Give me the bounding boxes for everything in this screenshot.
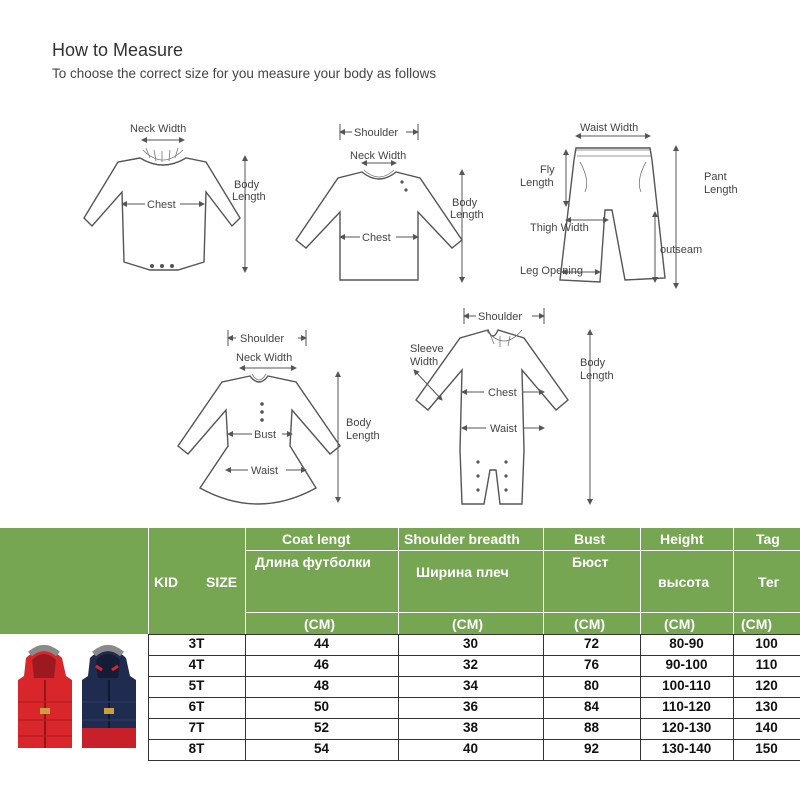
- pants-waist-width-label: Waist Width: [580, 122, 639, 134]
- col-height-en: Height: [660, 531, 704, 547]
- table-row-height: 80-90: [669, 636, 704, 651]
- table-row-tag: 100: [755, 636, 778, 651]
- col-coat-unit: (CM): [304, 616, 336, 632]
- bodysuit-body-length-label: Body: [234, 179, 260, 191]
- table-row-coat: 50: [313, 699, 330, 714]
- table-row-height: 120-130: [661, 720, 712, 735]
- col-shoulder-unit: (CM): [452, 616, 484, 632]
- table-header: [0, 528, 800, 634]
- table-row-tag: 150: [755, 741, 778, 756]
- size-table: [0, 528, 800, 762]
- col-bust-ru: Бюст: [572, 554, 609, 570]
- romper-sleeve-width-label-2: Width: [410, 356, 439, 368]
- bodysuit-chest-label: Chest: [147, 199, 176, 211]
- table-row-shoulder: 36: [462, 699, 479, 714]
- table-row-height: 90-100: [665, 657, 708, 672]
- col-shoulder-en: Shoulder breadth: [404, 531, 520, 547]
- size-label: SIZE: [206, 574, 238, 590]
- pants-fly-length-label-2: Length: [520, 177, 554, 189]
- table-row-coat: 54: [313, 741, 330, 756]
- table-row-bust: 80: [583, 678, 600, 693]
- table-row-size: 5T: [188, 678, 205, 693]
- table-row-height: 100-110: [662, 678, 711, 693]
- dress-waist-label: Waist: [251, 465, 279, 477]
- pants-pant-length-label: Pant: [704, 171, 727, 183]
- romper-body-length-label-2: Length: [580, 370, 614, 382]
- pants-leg-opening-label: Leg Opening: [520, 265, 583, 277]
- pants-thigh-width-label: Thigh Width: [530, 222, 589, 234]
- product-vests-image: [6, 636, 146, 758]
- col-height-ru: высота: [658, 574, 710, 590]
- table-row-coat: 52: [313, 720, 330, 735]
- romper-body-length-label: Body: [580, 357, 606, 369]
- bodysuit-body-length-label-2: Length: [232, 191, 266, 203]
- dress-body-length-label-2: Length: [346, 430, 380, 442]
- pants-pant-length-label-2: Length: [704, 184, 738, 196]
- table-row-coat: 44: [313, 636, 330, 651]
- bodysuit-diagram: [84, 123, 266, 272]
- shirt-body-length-label-2: Length: [450, 209, 484, 221]
- col-coat-en: Coat lengt: [282, 531, 351, 547]
- romper-sleeve-width-label: Sleeve: [410, 343, 444, 355]
- table-row-tag: 130: [755, 699, 778, 714]
- romper-shoulder-label: Shoulder: [478, 311, 523, 323]
- table-row-bust: 88: [583, 720, 600, 735]
- pants-fly-length-label: Fly: [540, 164, 555, 176]
- page-subtitle: To choose the correct size for you measure your body as follows: [52, 66, 437, 81]
- table-row-size: 7T: [188, 720, 205, 735]
- col-tag-en: Tag: [756, 531, 780, 547]
- dress-body-length-label: Body: [346, 417, 372, 429]
- table-row-size: 3T: [188, 636, 205, 651]
- table-row-shoulder: 38: [462, 720, 479, 735]
- table-row-tag: 110: [755, 657, 778, 672]
- col-bust-en: Bust: [574, 531, 606, 547]
- bodysuit-neck-width-label: Neck Width: [130, 123, 187, 135]
- shirt-chest-label: Chest: [362, 232, 391, 244]
- romper-waist-label: Waist: [490, 423, 518, 435]
- dress-shoulder-label: Shoulder: [240, 333, 285, 345]
- table-row-bust: 92: [583, 741, 600, 756]
- col-tag-unit: (CM): [741, 616, 773, 632]
- shirt-diagram: [296, 124, 484, 282]
- table-row-bust: 84: [583, 699, 600, 714]
- col-height-unit: (CM): [664, 616, 696, 632]
- table-row-size: 8T: [188, 741, 205, 756]
- table-row-size: 6T: [188, 699, 205, 714]
- table-row-bust: 76: [583, 657, 600, 672]
- table-row-shoulder: 32: [462, 657, 479, 672]
- table-row-size: 4T: [188, 657, 205, 672]
- table-row-height: 110-120: [662, 699, 711, 714]
- table-row-shoulder: 30: [462, 636, 479, 651]
- col-bust-unit: (CM): [574, 616, 606, 632]
- dress-bust-label: Bust: [254, 429, 277, 441]
- table-row-height: 130-140: [661, 741, 712, 756]
- table-row-tag: 140: [755, 720, 778, 735]
- romper-diagram: [410, 308, 614, 504]
- shirt-neck-width-label: Neck Width: [350, 150, 407, 162]
- table-row-shoulder: 34: [462, 678, 479, 693]
- pants-outseam-label: outseam: [660, 244, 703, 256]
- page-title: How to Measure: [52, 40, 184, 60]
- table-row-coat: 48: [313, 678, 330, 693]
- shirt-body-length-label: Body: [452, 197, 478, 209]
- dress-neck-width-label: Neck Width: [236, 352, 293, 364]
- pants-diagram: [520, 122, 738, 288]
- table-row-tag: 120: [755, 678, 778, 693]
- col-tag-ru: Тег: [758, 574, 780, 590]
- col-coat-ru: Длина футболки: [255, 554, 371, 570]
- table-row-coat: 46: [313, 657, 330, 672]
- shirt-shoulder-label: Shoulder: [354, 127, 399, 139]
- col-shoulder-ru: Ширина плеч: [416, 564, 509, 580]
- kid-label: KID: [154, 574, 179, 590]
- dress-diagram: [178, 330, 380, 504]
- table-row-shoulder: 40: [462, 741, 479, 756]
- romper-chest-label: Chest: [488, 387, 517, 399]
- table-row-bust: 72: [583, 636, 600, 651]
